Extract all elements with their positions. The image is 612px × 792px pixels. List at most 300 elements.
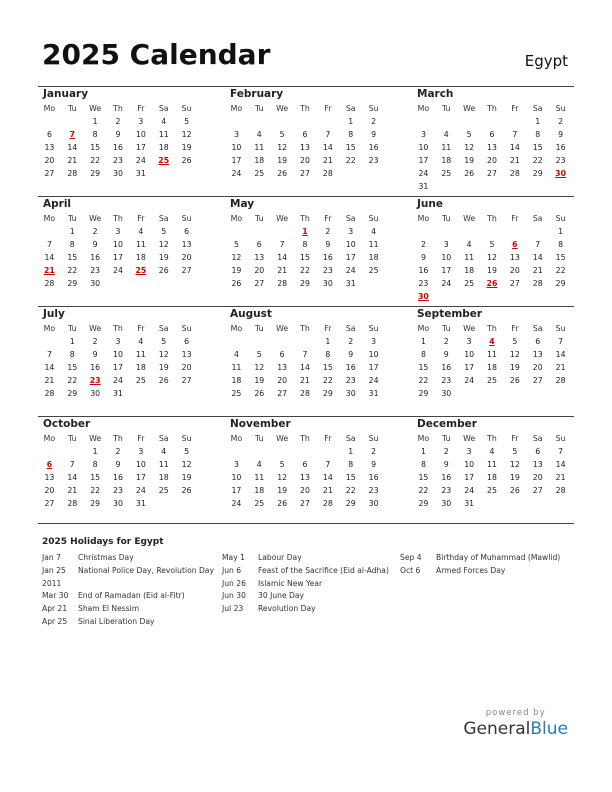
empty-cell [225, 445, 248, 458]
empty-cell [481, 290, 504, 303]
week-row [38, 167, 198, 180]
day-cell: 9 [325, 240, 331, 249]
day-cell: 18 [135, 363, 146, 372]
day-cell: 26 [277, 499, 288, 508]
weekday-label: Fr [324, 214, 332, 223]
day-cell: 4 [466, 240, 472, 249]
weekday-label: Su [368, 434, 379, 443]
holiday-column [222, 552, 397, 616]
divider-line [38, 523, 574, 524]
day-cell: 30 [322, 279, 333, 288]
week-row [412, 154, 572, 167]
day-cell: 2 [443, 447, 449, 456]
day-cell: 18 [441, 156, 452, 165]
day-cell: 3 [371, 337, 377, 346]
month-august [225, 306, 385, 400]
empty-cell [38, 225, 61, 238]
empty-cell [339, 167, 362, 180]
day-cell: 29 [555, 279, 566, 288]
day-cell: 7 [325, 130, 331, 139]
day-cell: 27 [181, 376, 192, 385]
day-cell: 31 [418, 182, 429, 191]
day-cell: 22 [67, 266, 78, 275]
day-cell: 18 [487, 473, 497, 482]
weekday-label: Sa [532, 214, 543, 223]
weekday-label: Th [487, 104, 497, 113]
holiday-name: Birthday of Muhammad (Mawlid) [436, 553, 561, 562]
empty-cell [225, 115, 248, 128]
day-cell: 14 [555, 350, 566, 359]
weekday-label: We [463, 324, 476, 333]
weekday-label: Sa [345, 104, 356, 113]
day-cell: 17 [135, 473, 146, 482]
day-cell: 2 [371, 447, 377, 456]
holiday-date: Mar 30 [42, 591, 69, 601]
holiday-day-cell: 25 [158, 156, 170, 165]
day-cell: 1 [325, 337, 331, 346]
week-row [225, 387, 385, 400]
month-january [38, 86, 198, 180]
day-cell: 21 [532, 266, 543, 275]
day-cell: 13 [44, 143, 55, 152]
day-cell: 3 [420, 130, 426, 139]
day-cell: 7 [558, 447, 564, 456]
weekday-label: We [463, 434, 476, 443]
day-cell: 20 [181, 363, 192, 372]
weekday-label: Fr [511, 214, 519, 223]
day-cell: 24 [113, 376, 123, 385]
day-cell: 22 [67, 376, 78, 385]
weekday-label: Su [555, 214, 566, 223]
day-cell: 24 [113, 266, 123, 275]
day-cell: 9 [92, 350, 98, 359]
day-cell: 9 [348, 350, 354, 359]
holiday-entry [222, 565, 397, 578]
empty-cell [248, 225, 271, 238]
day-cell: 11 [135, 240, 146, 249]
day-cell: 22 [90, 486, 101, 495]
holiday-day-cell: 26 [486, 279, 498, 288]
day-cell: 11 [158, 130, 169, 139]
day-cell: 22 [90, 156, 101, 165]
day-cell: 16 [418, 266, 429, 275]
holiday-date: Jun 30 [222, 591, 246, 601]
day-cell: 26 [231, 279, 242, 288]
weekday-label: We [463, 214, 476, 223]
day-cell: 1 [92, 447, 98, 456]
day-cell: 7 [279, 240, 285, 249]
day-cell: 8 [325, 350, 331, 359]
day-cell: 21 [67, 156, 78, 165]
day-cell: 2 [348, 337, 354, 346]
day-cell: 14 [277, 253, 288, 262]
holiday-entry [42, 565, 217, 578]
empty-cell [38, 115, 61, 128]
holiday-entry [42, 590, 217, 603]
month-december [412, 416, 572, 510]
week-row [38, 128, 198, 141]
empty-cell [526, 387, 549, 400]
day-cell: 17 [441, 266, 452, 275]
weekday-label: Fr [511, 434, 519, 443]
day-cell: 10 [113, 240, 123, 249]
day-cell: 29 [532, 169, 543, 178]
holiday-day-cell: 6 [512, 240, 518, 249]
weekday-label: Su [555, 324, 566, 333]
day-cell: 24 [418, 169, 429, 178]
weekday-label: Su [181, 104, 192, 113]
empty-cell [38, 445, 61, 458]
weekday-label: Th [487, 324, 497, 333]
weekday-label: We [276, 214, 289, 223]
weekday-label: Tu [255, 104, 264, 113]
week-row [412, 180, 572, 193]
day-cell: 27 [300, 169, 310, 178]
day-cell: 17 [464, 473, 475, 482]
week-row [38, 115, 198, 128]
day-cell: 7 [46, 350, 52, 359]
day-cell: 5 [279, 460, 285, 469]
day-cell: 4 [443, 130, 449, 139]
empty-cell [549, 180, 572, 193]
day-cell: 9 [371, 460, 377, 469]
week-row [225, 484, 385, 497]
day-cell: 17 [113, 363, 123, 372]
empty-cell [271, 225, 294, 238]
holiday-date: Jul 23 [222, 604, 244, 614]
weekday-label: Th [113, 434, 123, 443]
weekday-label: Fr [511, 104, 519, 113]
day-cell: 1 [348, 447, 354, 456]
empty-cell [294, 335, 317, 348]
day-cell: 3 [466, 447, 472, 456]
empty-cell [61, 445, 84, 458]
weekday-label: We [276, 434, 289, 443]
day-cell: 3 [233, 130, 239, 139]
day-cell: 29 [418, 389, 429, 398]
day-cell: 23 [441, 486, 452, 495]
day-cell: 4 [161, 117, 167, 126]
day-cell: 3 [348, 227, 354, 236]
day-cell: 2 [443, 337, 449, 346]
empty-cell [107, 277, 130, 290]
holiday-entry [400, 565, 570, 578]
day-cell: 6 [535, 337, 541, 346]
empty-cell [38, 335, 61, 348]
day-cell: 8 [92, 460, 98, 469]
day-cell: 1 [558, 227, 564, 236]
day-cell: 2 [325, 227, 331, 236]
day-cell: 23 [345, 376, 356, 385]
weekday-label: Sa [345, 434, 356, 443]
month-name: April [43, 198, 72, 210]
week-row [412, 484, 572, 497]
weekday-label: Su [368, 324, 379, 333]
day-cell: 3 [138, 117, 144, 126]
empty-cell [549, 497, 572, 510]
day-cell: 19 [231, 266, 242, 275]
day-cell: 23 [441, 376, 452, 385]
empty-cell [412, 115, 435, 128]
day-cell: 25 [231, 389, 242, 398]
month-september [412, 306, 572, 400]
empty-cell [129, 387, 152, 400]
day-cell: 22 [532, 156, 543, 165]
day-cell: 15 [67, 363, 78, 372]
day-cell: 27 [532, 486, 543, 495]
day-cell: 20 [181, 253, 192, 262]
weekday-header [412, 322, 572, 335]
day-cell: 25 [254, 499, 265, 508]
day-cell: 6 [302, 460, 308, 469]
week-row [38, 497, 198, 510]
week-row [38, 238, 198, 251]
holiday-name: End of Ramadan (Eid al-Fitr) [78, 591, 185, 601]
day-cell: 8 [558, 240, 564, 249]
weekday-label: Sa [345, 214, 356, 223]
weekday-label: Mo [43, 434, 56, 443]
weekday-label: Sa [158, 434, 169, 443]
day-cell: 19 [464, 156, 475, 165]
day-cell: 13 [277, 363, 288, 372]
week-row [225, 277, 385, 290]
day-cell: 9 [558, 130, 564, 139]
day-cell: 30 [90, 279, 101, 288]
day-cell: 30 [441, 499, 452, 508]
weekday-label: Mo [230, 434, 243, 443]
day-cell: 9 [371, 130, 377, 139]
week-row [412, 497, 572, 510]
day-cell: 4 [256, 130, 262, 139]
day-cell: 24 [231, 169, 242, 178]
day-cell: 24 [441, 279, 452, 288]
day-cell: 23 [322, 266, 333, 275]
week-row [225, 225, 385, 238]
day-cell: 8 [348, 130, 354, 139]
day-cell: 9 [92, 240, 98, 249]
day-cell: 28 [322, 169, 333, 178]
day-cell: 3 [138, 447, 144, 456]
day-cell: 30 [368, 499, 379, 508]
empty-cell [458, 290, 481, 303]
day-cell: 15 [418, 363, 429, 372]
day-cell: 26 [464, 169, 475, 178]
empty-cell [225, 225, 248, 238]
weekday-label: Th [487, 434, 497, 443]
week-row [38, 225, 198, 238]
week-row [38, 484, 198, 497]
holiday-entry [222, 590, 397, 603]
day-cell: 20 [487, 156, 497, 165]
day-cell: 17 [113, 253, 123, 262]
day-cell: 25 [487, 376, 497, 385]
month-february [225, 86, 385, 180]
day-cell: 7 [535, 240, 541, 249]
day-cell: 12 [509, 350, 520, 359]
day-cell: 13 [532, 460, 543, 469]
holiday-entry [222, 552, 397, 565]
day-cell: 19 [509, 363, 520, 372]
day-cell: 26 [158, 266, 169, 275]
page-title: 2025 Calendar [42, 38, 271, 71]
empty-cell [294, 115, 317, 128]
weekday-label: Sa [532, 434, 543, 443]
holiday-entry [42, 603, 217, 616]
day-cell: 7 [69, 460, 75, 469]
week-row [38, 445, 198, 458]
day-cell: 15 [90, 473, 101, 482]
day-cell: 9 [443, 350, 449, 359]
holiday-entry [42, 578, 217, 591]
weekday-label: Th [300, 214, 310, 223]
day-cell: 23 [418, 279, 429, 288]
weekday-label: Su [181, 434, 192, 443]
day-cell: 12 [181, 130, 192, 139]
day-cell: 4 [138, 337, 144, 346]
day-cell: 18 [158, 143, 169, 152]
day-cell: 10 [441, 253, 452, 262]
day-cell: 18 [464, 266, 475, 275]
holiday-entry [42, 616, 217, 629]
day-cell: 25 [368, 266, 379, 275]
week-row [225, 458, 385, 471]
country-label: Egypt [524, 52, 568, 70]
week-row [225, 264, 385, 277]
day-cell: 12 [277, 143, 288, 152]
day-cell: 4 [138, 227, 144, 236]
week-row [38, 154, 198, 167]
day-cell: 10 [135, 130, 146, 139]
day-cell: 6 [489, 130, 495, 139]
month-name: November [230, 418, 291, 430]
day-cell: 19 [277, 486, 288, 495]
weekday-header [38, 432, 198, 445]
empty-cell [362, 277, 385, 290]
day-cell: 14 [67, 473, 78, 482]
week-row [412, 141, 572, 154]
day-cell: 19 [181, 143, 192, 152]
empty-cell [435, 290, 458, 303]
day-cell: 28 [44, 279, 55, 288]
day-cell: 17 [231, 486, 242, 495]
week-row [412, 374, 572, 387]
day-cell: 24 [368, 376, 379, 385]
empty-cell [481, 497, 504, 510]
empty-cell [152, 277, 175, 290]
day-cell: 16 [322, 253, 333, 262]
day-cell: 13 [44, 473, 55, 482]
month-name: July [43, 308, 65, 320]
day-cell: 11 [464, 253, 475, 262]
week-row [225, 251, 385, 264]
day-cell: 27 [254, 279, 265, 288]
day-cell: 23 [368, 156, 379, 165]
weekday-label: Fr [324, 104, 332, 113]
weekday-header [38, 102, 198, 115]
day-cell: 22 [555, 266, 566, 275]
empty-cell [549, 290, 572, 303]
week-row [225, 141, 385, 154]
weekday-label: Su [181, 214, 192, 223]
week-row [412, 264, 572, 277]
month-april [38, 196, 198, 290]
weekday-label: We [89, 434, 102, 443]
weekday-header [38, 322, 198, 335]
week-row [412, 128, 572, 141]
empty-cell [458, 225, 481, 238]
day-cell: 11 [368, 240, 379, 249]
day-cell: 15 [300, 253, 310, 262]
week-row [225, 471, 385, 484]
weekday-label: Sa [158, 104, 169, 113]
day-cell: 22 [418, 486, 429, 495]
day-cell: 6 [535, 447, 541, 456]
day-cell: 19 [254, 376, 265, 385]
weekday-label: Tu [255, 324, 264, 333]
weekday-label: Th [300, 104, 310, 113]
day-cell: 18 [135, 253, 146, 262]
holiday-date: Apr 25 [42, 616, 68, 626]
week-row [38, 277, 198, 290]
day-cell: 27 [509, 279, 520, 288]
month-june [412, 196, 572, 303]
day-cell: 25 [254, 169, 265, 178]
powered-by-text: powered by [485, 708, 546, 718]
week-row [412, 471, 572, 484]
holiday-name: Christmas Day [78, 553, 134, 562]
day-cell: 8 [69, 240, 75, 249]
day-cell: 31 [135, 499, 146, 508]
holiday-name: Labour Day [258, 553, 302, 562]
day-cell: 13 [181, 350, 192, 359]
weekday-label: Mo [43, 324, 56, 333]
holiday-date: Jun 26 [222, 578, 246, 588]
holiday-day-cell: 23 [89, 376, 101, 385]
day-cell: 13 [181, 240, 192, 249]
empty-cell [175, 387, 198, 400]
day-cell: 3 [443, 240, 449, 249]
day-cell: 27 [44, 499, 55, 508]
weekday-label: Fr [324, 324, 332, 333]
holiday-name: Islamic New Year [258, 578, 323, 588]
weekday-label: Sa [158, 324, 169, 333]
day-cell: 18 [254, 486, 265, 495]
empty-cell [458, 387, 481, 400]
day-cell: 11 [487, 460, 497, 469]
day-cell: 20 [300, 486, 310, 495]
day-cell: 16 [113, 473, 123, 482]
empty-cell [526, 497, 549, 510]
day-cell: 14 [322, 143, 333, 152]
day-cell: 29 [67, 279, 78, 288]
month-name: May [230, 198, 255, 210]
day-cell: 29 [90, 499, 101, 508]
empty-cell [271, 115, 294, 128]
day-cell: 4 [256, 460, 262, 469]
day-cell: 10 [464, 460, 475, 469]
day-cell: 10 [368, 350, 379, 359]
month-november [225, 416, 385, 510]
day-cell: 28 [555, 486, 566, 495]
day-cell: 20 [277, 376, 288, 385]
day-cell: 27 [277, 389, 288, 398]
day-cell: 9 [115, 460, 121, 469]
week-row [412, 290, 572, 303]
day-cell: 26 [158, 376, 169, 385]
day-cell: 10 [113, 350, 123, 359]
day-cell: 6 [184, 227, 190, 236]
day-cell: 11 [158, 460, 169, 469]
